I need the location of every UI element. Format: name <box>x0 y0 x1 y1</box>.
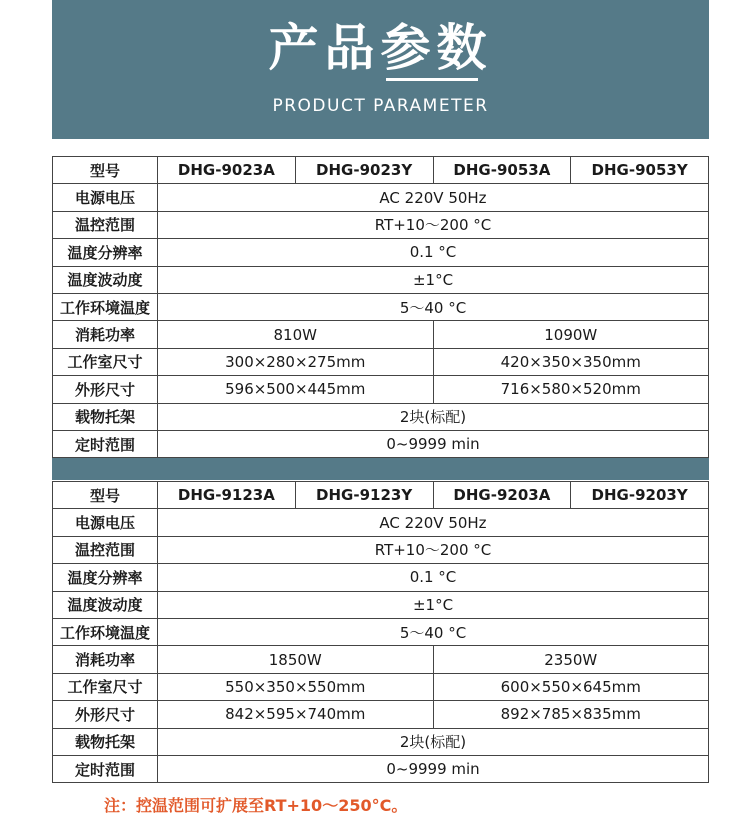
model-cell: DHG-9053A <box>433 157 571 184</box>
row-label: 温度分辨率 <box>53 239 158 266</box>
value-cell: 1090W <box>433 321 709 348</box>
row-label: 温度分辨率 <box>53 564 158 591</box>
table-row <box>53 509 709 536</box>
table-row <box>53 403 709 430</box>
spec-table-2 <box>52 481 709 783</box>
value-cell: 2块(标配) <box>158 403 709 430</box>
page-subtitle: PRODUCT PARAMETER <box>272 96 489 116</box>
footnote: 注：控温范围可扩展至RT+10～250°C。 <box>104 796 408 815</box>
table-row <box>53 239 709 266</box>
value-cell: 0.1 °C <box>158 564 709 591</box>
value-cell: 2350W <box>433 646 709 673</box>
table-row <box>53 564 709 591</box>
table-row <box>53 618 709 645</box>
model-cell: DHG-9203Y <box>571 482 709 509</box>
value-cell: 550×350×550mm <box>158 673 434 700</box>
row-label: 载物托架 <box>53 728 158 755</box>
row-label: 电源电压 <box>53 184 158 211</box>
row-label: 电源电压 <box>53 509 158 536</box>
table-row <box>53 321 709 348</box>
table-row <box>53 755 709 782</box>
row-label: 载物托架 <box>53 403 158 430</box>
value-cell: 596×500×445mm <box>158 376 434 403</box>
value-cell: 0.1 °C <box>158 239 709 266</box>
table-row <box>53 211 709 238</box>
row-label: 定时范围 <box>53 430 158 457</box>
row-label: 型号 <box>53 157 158 184</box>
value-cell: 5～40 °C <box>158 618 709 645</box>
value-cell: RT+10～200 °C <box>158 536 709 563</box>
model-cell: DHG-9053Y <box>571 157 709 184</box>
table-row <box>53 591 709 618</box>
row-label: 型号 <box>53 482 158 509</box>
row-label: 工作环境温度 <box>53 618 158 645</box>
row-label: 消耗功率 <box>53 646 158 673</box>
value-cell: 0~9999 min <box>158 755 709 782</box>
table-row <box>53 348 709 375</box>
value-cell: 600×550×645mm <box>433 673 709 700</box>
table-row <box>53 728 709 755</box>
value-cell: RT+10～200 °C <box>158 211 709 238</box>
table-row <box>53 673 709 700</box>
value-cell: 842×595×740mm <box>158 701 434 728</box>
model-cell: DHG-9123Y <box>295 482 433 509</box>
value-cell: 300×280×275mm <box>158 348 434 375</box>
table-divider-band <box>52 458 709 480</box>
row-label: 定时范围 <box>53 755 158 782</box>
title-underline <box>386 78 478 81</box>
table-row <box>53 293 709 320</box>
model-cell: DHG-9203A <box>433 482 571 509</box>
table-row <box>53 184 709 211</box>
row-label: 工作室尺寸 <box>53 673 158 700</box>
value-cell: 420×350×350mm <box>433 348 709 375</box>
value-cell: 0~9999 min <box>158 430 709 457</box>
value-cell: 1850W <box>158 646 434 673</box>
row-label: 温控范围 <box>53 211 158 238</box>
value-cell: 810W <box>158 321 434 348</box>
row-label: 工作环境温度 <box>53 293 158 320</box>
model-cell: DHG-9023Y <box>295 157 433 184</box>
header-banner <box>52 0 709 139</box>
value-cell: ±1°C <box>158 266 709 293</box>
row-label: 温控范围 <box>53 536 158 563</box>
table-row <box>53 157 709 184</box>
value-cell: 5～40 °C <box>158 293 709 320</box>
row-label: 外形尺寸 <box>53 701 158 728</box>
value-cell: AC 220V 50Hz <box>158 509 709 536</box>
row-label: 工作室尺寸 <box>53 348 158 375</box>
model-cell: DHG-9023A <box>158 157 296 184</box>
page-title: 产品参数 <box>268 19 493 77</box>
row-label: 温度波动度 <box>53 591 158 618</box>
value-cell: 716×580×520mm <box>433 376 709 403</box>
row-label: 外形尺寸 <box>53 376 158 403</box>
spec-table-1 <box>52 156 709 458</box>
table-row <box>53 646 709 673</box>
value-cell: AC 220V 50Hz <box>158 184 709 211</box>
table-row <box>53 376 709 403</box>
table-row <box>53 430 709 457</box>
value-cell: ±1°C <box>158 591 709 618</box>
row-label: 消耗功率 <box>53 321 158 348</box>
value-cell: 2块(标配) <box>158 728 709 755</box>
table-row <box>53 266 709 293</box>
row-label: 温度波动度 <box>53 266 158 293</box>
value-cell: 892×785×835mm <box>433 701 709 728</box>
table-row <box>53 482 709 509</box>
model-cell: DHG-9123A <box>158 482 296 509</box>
header-gap <box>52 139 709 156</box>
table-row <box>53 701 709 728</box>
table-row <box>53 536 709 563</box>
